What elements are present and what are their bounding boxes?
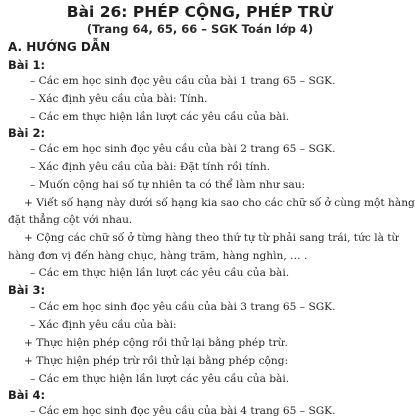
bai1-line: – Các em thực hiện lần lượt các yêu cầu của bài. (30, 111, 290, 123)
page-subtitle: (Trang 64, 65, 66 – SGK Toán lớp 4) (86, 22, 314, 36)
bai3-line: + Thực hiện phép cộng rồi thử lại bằng phép trừ. (24, 337, 288, 349)
bai2-line: + Cộng các chữ số ở từng hàng theo thứ tự từ phải sang trái, tức là từ (24, 232, 399, 244)
bai2-line: – Các em học sinh đọc yêu cầu của bài 2 trang 65 – SGK. (30, 143, 336, 155)
bai3-line: – Các em học sinh đọc yêu cầu của bài 3 trang 65 – SGK. (30, 301, 336, 313)
bai1-line: – Xác định yêu cầu của bài: Tính. (30, 93, 208, 105)
bai3-heading: Bài 3: (8, 283, 46, 297)
bai2-line: – Các em thực hiện lần lượt các yêu cầu của bài. (30, 267, 290, 279)
bai4-heading: Bài 4: (8, 388, 46, 402)
bai2-heading: Bài 2: (8, 126, 46, 140)
section-heading: A. HƯỚNG DẪN (8, 40, 111, 54)
bai3-line: – Xác định yêu cầu của bài: (30, 319, 177, 331)
bai2-line: đặt thẳng cột với nhau. (8, 214, 133, 226)
bai2-line: + Viết số hạng này dưới số hạng kia sao cho các chữ số ở cùng một hàng (24, 197, 415, 209)
bai2-line: – Xác định yêu cầu của bài: Đặt tính rồi tính. (30, 161, 271, 173)
bai1-line: – Các em học sinh đọc yêu cầu của bài 1 trang 65 – SGK. (30, 75, 336, 87)
bai2-line: – Muốn cộng hai số tự nhiên ta có thể làm như sau: (30, 179, 306, 191)
bai3-line: + Thực hiện phép trừ rồi thử lại bằng phép cộng: (24, 355, 289, 367)
bai3-line: – Các em thực hiện lần lượt các yêu cầu của bài. (30, 373, 290, 385)
bai1-heading: Bài 1: (8, 58, 46, 72)
page-title: Bài 26: PHÉP CỘNG, PHÉP TRỪ (66, 3, 334, 21)
bai4-line: – Các em học sinh đọc yêu cầu của bài 4 trang 65 – SGK. (30, 405, 336, 417)
bai2-line: hàng đơn vị đến hàng chục, hàng trăm, hàng nghìn, … . (8, 250, 308, 262)
